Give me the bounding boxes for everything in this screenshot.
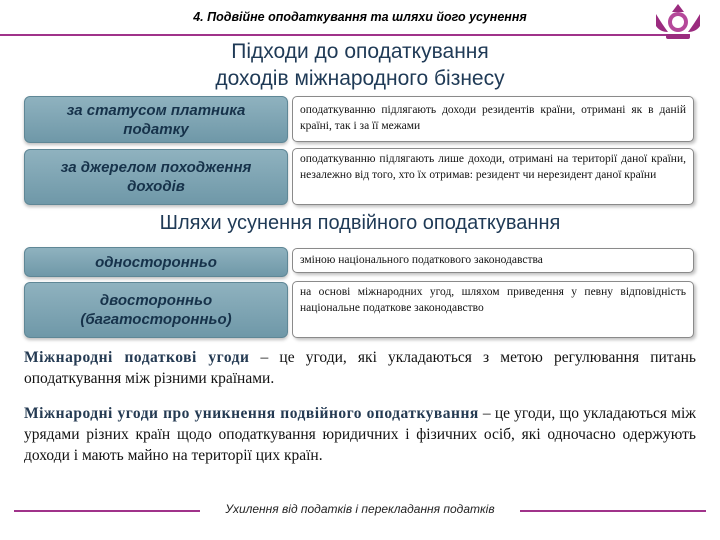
definition-term: Міжнародні податкові угоди — [24, 349, 250, 366]
approach-desc-source: оподаткуванню підлягають лише доходи, отримані на території даної країни, незалежно від того, хто їх отримав: резидент чи нерезидент даної країни — [292, 148, 694, 205]
way-label-bilateral — [24, 282, 288, 338]
way-label-unilateral — [24, 247, 288, 277]
definition-term: Міжнародні угоди про уникнення подвійного оподаткування — [24, 405, 479, 422]
approach-desc-status: оподаткуванню підлягають доходи резидентів країни, отримані як в даній країні, так і за її межами — [292, 96, 694, 142]
approach-label-source-text: за джерелом походження доходів — [60, 159, 252, 195]
definition-tax-agreements — [24, 347, 696, 389]
definition-text: – це угоди, які укладаються з метою регулювання питань оподаткування між різними країнами. — [24, 349, 697, 387]
header-title: 4. Подвійне оподаткування та шляхи його усунення — [193, 10, 527, 24]
way-desc-bilateral: на основі міжнародних угод, шляхом приведення у певну відповідність національне податкове законодавство — [292, 281, 694, 338]
approaches-title-line2: доходів міжнародного бізнесу — [215, 67, 505, 90]
approaches-title-line1: Підходи до оподаткування — [231, 40, 489, 63]
approach-label-status-text: за статусом платника податку — [66, 101, 246, 138]
slide-header — [0, 0, 720, 36]
definition-double-tax-avoidance — [24, 403, 696, 466]
way-label-unilateral-text: односторонньо — [95, 253, 217, 271]
university-crest-icon — [652, 2, 704, 42]
approach-label-status — [24, 96, 288, 143]
approach-label-source — [24, 149, 288, 205]
ways-title: Шляхи усунення подвійного оподаткування — [159, 212, 561, 234]
way-desc-unilateral: зміною національного податкового законодавства — [292, 248, 694, 273]
header-divider — [0, 34, 690, 36]
way-label-bilateral-text: двосторонньо (багатосторонньо) — [80, 292, 232, 328]
approaches-title — [120, 38, 600, 92]
definition-text: – це угоди, що укладаються між урядами різних країн щодо оподаткування юридичних і фізичних осіб, які одночасно одержують доходи і мають майно на території цих країн. — [24, 405, 697, 464]
footer-title: Ухилення від податків і перекладання податків — [200, 501, 520, 518]
